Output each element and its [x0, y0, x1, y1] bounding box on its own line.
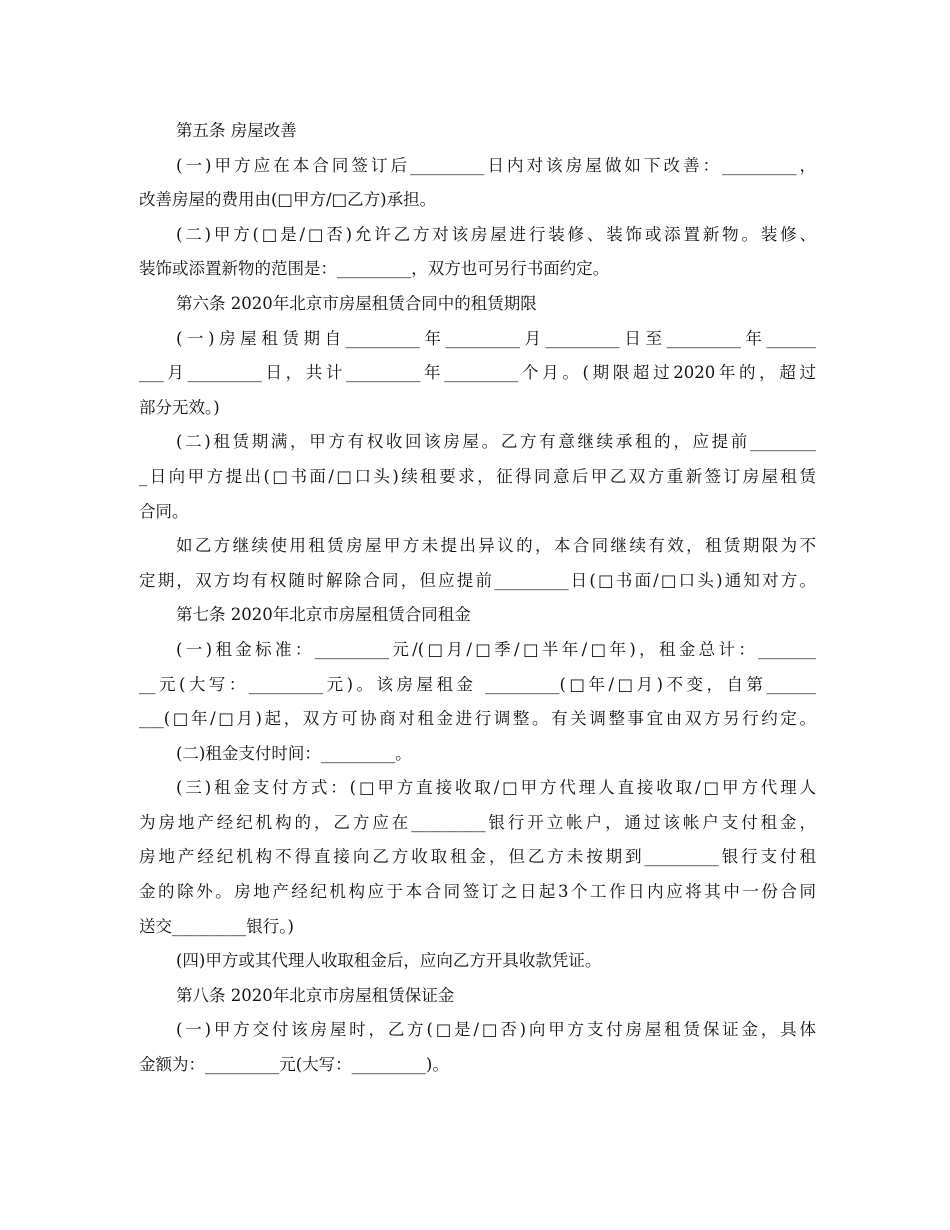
clause-line: 部分无效。) — [139, 397, 220, 417]
article-heading: 第八条 2020年北京市房屋租赁保证金 — [176, 985, 455, 1005]
document-body — [139, 114, 816, 1083]
article-heading: 第七条 2020年北京市房屋租赁合同租金 — [176, 605, 471, 625]
clause-line: _日向甲方提出(□书面/□口头)续租要求，征得同意后甲乙双方重新签订房屋租赁 — [139, 466, 816, 486]
clause-line: 金的除外。房地产经纪机构应于本合同签订之日起3个工作日内应将其中一份合同 — [139, 882, 816, 902]
clause-line: 改善房屋的费用由(□甲方/□乙方)承担。 — [139, 190, 437, 210]
clause-line: 送交_________银行。) — [139, 916, 294, 936]
clause-line: (一)甲方交付该房屋时，乙方(□是/□否)向甲方支付房屋租赁保证金，具体 — [176, 1020, 816, 1040]
clause-line: 如乙方继续使用租赁房屋甲方未提出异议的，本合同继续有效，租赁期限为不 — [176, 536, 816, 556]
clause-line: ___(□年/□月)起，双方可协商对租金进行调整。有关调整事宜由双方另行约定。 — [139, 709, 816, 729]
clause-line: ___月_________日，共计_________年_________个月。(期限超过2020年的，超过 — [139, 363, 816, 383]
clause-line: (二)甲方(□是/□否)允许乙方对该房屋进行装修、装饰或添置新物。装修、 — [176, 224, 816, 244]
clause-line: 定期，双方均有权随时解除合同，但应提前_________日(□书面/□口头)通知对方。 — [139, 570, 816, 590]
article-heading: 第六条 2020年北京市房屋租赁合同中的租赁期限 — [176, 293, 537, 313]
clause-line: (二)租赁期满，甲方有权收回该房屋。乙方有意继续承租的，应提前________ — [176, 432, 816, 452]
article-heading: 第五条 房屋改善 — [176, 121, 297, 140]
clause-line: 金额为：_________元(大写：_________)。 — [139, 1055, 449, 1075]
clause-line: (一)房屋租赁期自_________年_________月_________日至_________年______ — [176, 328, 816, 348]
clause-line: (一)租金标准：_________元/(□月/□季/□半年/□年)，租金总计：_______ — [176, 639, 816, 659]
clause-line: 合同。 — [139, 501, 189, 521]
clause-line: (三)租金支付方式：(□甲方直接收取/□甲方代理人直接收取/□甲方代理人 — [176, 778, 816, 798]
clause-line: __元(大写：_________元)。该房屋租金 _________(□年/□月)不变，自第______ — [139, 674, 816, 694]
clause-line: (一)甲方应在本合同签订后_________日内对该房屋做如下改善：_________， — [176, 155, 816, 175]
clause-line: 为房地产经纪机构的，乙方应在_________银行开立帐户，通过该帐户支付租金， — [139, 812, 816, 832]
clause-line: 装饰或添置新物的范围是：_________，双方也可另行书面约定。 — [139, 259, 610, 279]
clause-line: (四)甲方或其代理人收取租金后，应向乙方开具收款凭证。 — [176, 951, 602, 971]
clause-line: (二)租金支付时间：_________。 — [176, 743, 412, 763]
clause-line: 房地产经纪机构不得直接向乙方收取租金，但乙方未按期到_________银行支付租 — [139, 847, 816, 867]
